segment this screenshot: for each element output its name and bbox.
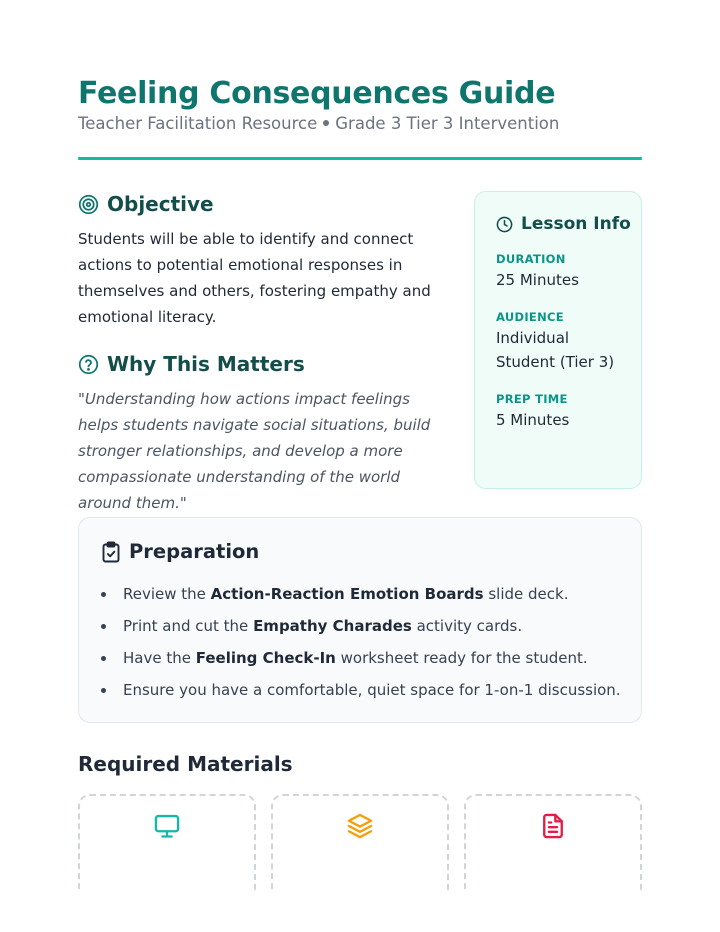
material-card-worksheet	[464, 794, 642, 904]
subtitle-resource: Teacher Facilitation Resource	[78, 114, 318, 133]
material-card-slides	[78, 794, 256, 904]
duration-label: DURATION	[496, 252, 566, 266]
guide-page	[78, 0, 642, 932]
subtitle-separator-dot	[323, 120, 329, 126]
prep-item: Print and cut the Empathy Charades activity cards.	[101, 610, 641, 642]
preparation-title	[101, 540, 641, 563]
subtitle-grade: Grade 3 Tier 3 Intervention	[335, 114, 560, 133]
prep-item: Ensure you have a comfortable, quiet space for 1-on-1 discussion.	[101, 674, 641, 706]
objective-heading-label: Objective	[107, 192, 214, 216]
document-icon	[539, 812, 567, 840]
material-card-cards	[271, 794, 449, 904]
page-bottom-cutoff	[0, 890, 720, 932]
monitor-icon	[153, 812, 181, 840]
prep-item: Review the Action-Reaction Emotion Boards slide deck.	[101, 578, 641, 610]
clipboard-check-icon	[101, 541, 121, 563]
clock-icon	[496, 216, 513, 233]
why-heading	[78, 352, 305, 376]
page-subtitle	[78, 114, 559, 133]
objective-text: Students will be able to identify and connect actions to potential emotional responses in themselves and others, fostering empathy and emotional literacy.	[78, 230, 431, 326]
layers-icon	[346, 812, 374, 840]
lesson-info-title-label: Lesson Info	[521, 214, 631, 234]
prep-time-label: PREP TIME	[496, 392, 568, 406]
audience-value: Individual Student (Tier 3)	[496, 329, 615, 371]
preparation-list	[101, 578, 641, 706]
materials-heading: Required Materials	[78, 752, 293, 776]
preparation-card	[78, 517, 642, 723]
why-heading-label: Why This Matters	[107, 352, 305, 376]
preparation-title-label: Preparation	[129, 540, 260, 563]
page-title: Feeling Consequences Guide	[78, 76, 556, 111]
prep-item: Have the Feeling Check-In worksheet ready for the student.	[101, 642, 641, 674]
lesson-info-card	[474, 191, 642, 489]
target-icon	[78, 194, 99, 215]
why-quote: "Understanding how actions impact feelings helps students navigate social situations, build stronger relationships, and develop a more compassionate understanding of the world around them."	[78, 390, 431, 512]
audience-label: AUDIENCE	[496, 310, 564, 324]
objective-heading	[78, 192, 214, 216]
header-divider	[78, 157, 642, 160]
duration-value: 25 Minutes	[496, 271, 579, 289]
prep-time-value: 5 Minutes	[496, 411, 570, 429]
lesson-info-title	[496, 214, 641, 234]
question-circle-icon	[78, 354, 99, 375]
